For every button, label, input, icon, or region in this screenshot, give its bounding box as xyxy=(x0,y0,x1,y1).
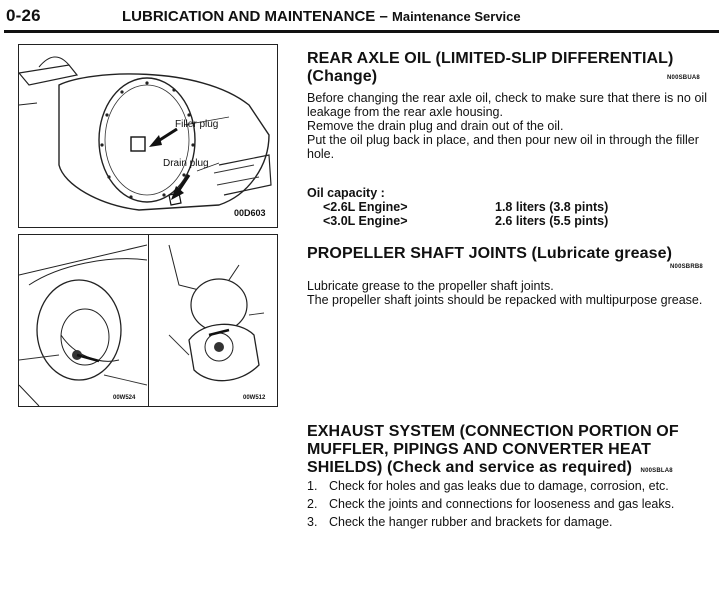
exhaust-title-line1: EXHAUST SYSTEM (CONNECTION PORTION OF xyxy=(307,423,679,440)
rear-axle-para-3: Put the oil plug back in place, and then pour new oil in through the filler hole. xyxy=(307,133,699,161)
step-number: 3. xyxy=(307,515,318,529)
propeller-right-drawing xyxy=(149,235,277,406)
propeller-para-1: Lubricate grease to the propeller shaft joints. xyxy=(307,279,554,293)
list-item xyxy=(307,497,707,511)
propeller-title: PROPELLER SHAFT JOINTS (Lubricate grease) xyxy=(307,245,673,262)
filler-plug-callout: Filler plug xyxy=(175,119,219,130)
exhaust-title-line2: MUFFLER, PIPINGS AND CONVERTER HEAT xyxy=(307,441,651,458)
list-item xyxy=(307,515,707,529)
drain-plug-callout: Drain plug xyxy=(163,158,209,169)
rear-axle-code: N00SBUA8 xyxy=(667,75,700,81)
oil-value: 2.6 liters (5.5 pints) xyxy=(495,214,609,228)
rear-axle-para-2: Remove the drain plug and drain out of the oil. xyxy=(307,119,564,133)
step-number: 1. xyxy=(307,479,318,493)
propeller-body xyxy=(307,279,707,307)
propeller-para-2: The propeller shaft joints should be repacked with multipurpose grease. xyxy=(307,293,703,307)
step-number: 2. xyxy=(307,497,318,511)
rear-axle-title xyxy=(307,50,719,86)
rear-axle-para-1: Before changing the rear axle oil, check to make sure that there is no oil leakage from the rear axle housing. xyxy=(307,91,707,119)
propeller-figure xyxy=(18,234,278,407)
step-text: Check for holes and gas leaks due to damage, corrosion, etc. xyxy=(329,479,669,493)
rear-axle-title-line2: (Change) xyxy=(307,68,378,85)
oil-engine: <3.0L Engine> xyxy=(323,214,408,228)
oil-value: 1.8 liters (3.8 pints) xyxy=(495,200,609,214)
header-rule xyxy=(4,30,719,33)
rear-axle-figure xyxy=(18,44,278,228)
step-text: Check the hanger rubber and brackets for damage. xyxy=(329,515,613,529)
subsection-title: Maintenance Service xyxy=(392,9,521,24)
figure-code: 00D603 xyxy=(234,208,266,218)
propeller-code: N00SBRB8 xyxy=(670,264,703,270)
step-text: Check the joints and connections for looseness and gas leaks. xyxy=(329,497,675,511)
exhaust-steps xyxy=(307,479,707,533)
exhaust-title-line3 xyxy=(307,459,719,480)
oil-engine: <2.6L Engine> xyxy=(323,200,408,214)
figure-code-left: 00W524 xyxy=(113,395,136,401)
title-separator: – xyxy=(379,8,388,25)
rear-axle-title-line1: REAR AXLE OIL (LIMITED-SLIP DIFFERENTIAL) xyxy=(307,50,674,67)
propeller-left-drawing xyxy=(19,235,147,406)
section-title-text: LUBRICATION AND MAINTENANCE xyxy=(122,8,376,25)
section-title xyxy=(122,8,521,25)
page-number: 0-26 xyxy=(6,6,41,25)
exhaust-code: N00SBLA8 xyxy=(640,468,673,474)
list-item xyxy=(307,479,707,493)
rear-axle-drawing xyxy=(19,45,277,227)
exhaust-title-line3-text: SHIELDS) (Check and service as required) xyxy=(307,459,632,476)
exhaust-title xyxy=(307,423,719,480)
rear-axle-body xyxy=(307,91,707,161)
figure-code-right: 00W512 xyxy=(243,395,266,401)
oil-capacity-block xyxy=(307,186,723,230)
oil-capacity-label: Oil capacity : xyxy=(307,186,385,200)
